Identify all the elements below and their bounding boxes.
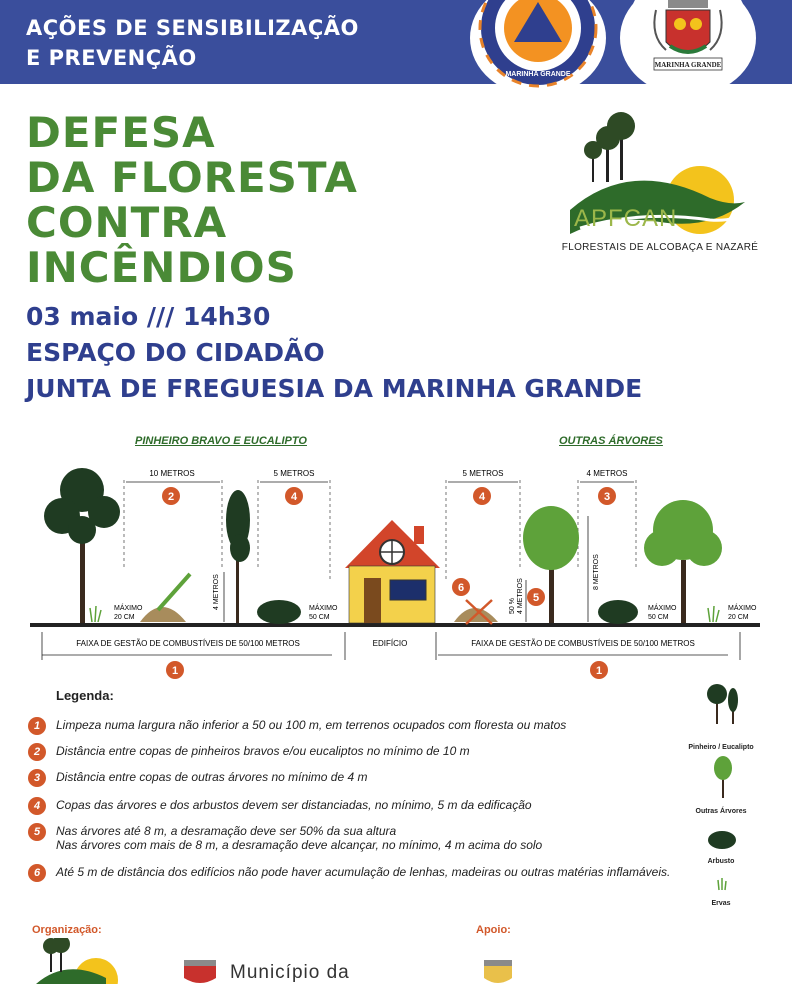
eucalyptus-icon <box>226 490 250 623</box>
height-50pct-a: 50 % <box>509 598 516 614</box>
woodpile-left-icon <box>140 574 190 622</box>
legend-text-3: Distância entre copas de outras árvores no mínimo de 4 m <box>56 770 368 784</box>
dist-10m-label: 10 METROS <box>149 469 195 478</box>
max20-left-b: 20 CM <box>114 614 135 621</box>
title-line-4: INCÊNDIOS <box>26 243 297 292</box>
event-venue: ESPAÇO DO CIDADÃO <box>26 338 325 367</box>
band-left-label: FAIXA DE GESTÃO DE COMBUSTÍVEIS DE 50/100 METROS <box>76 639 300 648</box>
apoio-label: Apoio: <box>476 924 511 936</box>
height-4m-left-label: 4 METROS <box>213 574 220 610</box>
side-label-other: Outras Árvores <box>695 808 747 815</box>
marker-3: 3 <box>603 491 611 503</box>
grass-right-icon <box>708 606 719 622</box>
max50-right-a: MÁXIMO <box>648 605 677 612</box>
apfcan-logo <box>560 110 760 260</box>
side-label-grass: Ervas <box>711 900 731 907</box>
marker-1-left: 1 <box>171 665 179 677</box>
pine-tree-icon <box>44 468 120 623</box>
legend-marker-4: 4 <box>28 797 46 815</box>
dist-4m-label: 4 METROS <box>586 469 628 478</box>
marker-4-right: 4 <box>478 491 486 503</box>
footer-apfcan-logo <box>36 938 126 984</box>
organizacao-label: Organização: <box>32 924 102 936</box>
footer-municipio-text: Município da <box>230 962 350 983</box>
title-line-2: DA FLORESTA <box>26 153 358 202</box>
legend-text-5b: Nas árvores com mais de 8 m, a desramação deve alcançar, no mínimo, 4 m acima do solo <box>56 838 543 852</box>
event-place: JUNTA DE FREGUESIA DA MARINHA GRANDE <box>26 374 643 403</box>
max20-left-a: MÁXIMO <box>114 605 143 612</box>
diagram-right-heading: OUTRAS ÁRVORES <box>559 435 663 447</box>
height-8m-label: 8 METROS <box>593 554 600 590</box>
legend-text-2: Distância entre copas de pinheiros bravos e/ou eucaliptos no mínimo de 10 m <box>56 744 470 758</box>
legend-marker-3: 3 <box>28 769 46 787</box>
apfcan-subtitle: FLORESTAIS DE ALCOBAÇA E NAZARÉ <box>561 242 759 253</box>
dist-5m-right-label: 5 METROS <box>462 469 504 478</box>
marker-2: 2 <box>167 491 175 503</box>
marker-1-right: 1 <box>595 665 603 677</box>
max50-right-b: 50 CM <box>648 614 669 621</box>
municipal-arms-text: MARINHA GRANDE <box>654 61 722 69</box>
marker-4-left: 4 <box>290 491 298 503</box>
max50-left-b: 50 CM <box>309 614 330 621</box>
band-right-label: FAIXA DE GESTÃO DE COMBUSTÍVEIS DE 50/100 METROS <box>471 639 695 648</box>
legend-marker-1: 1 <box>28 717 46 735</box>
side-grass-icon <box>718 878 726 890</box>
band-center-label: EDIFÍCIO <box>372 639 408 648</box>
diagram-left-heading: PINHEIRO BRAVO E EUCALIPTO <box>135 435 307 447</box>
event-datetime: 03 maio /// 14h30 <box>26 302 271 331</box>
fuel-management-diagram <box>0 450 792 690</box>
height-50pct-b: 4 METROS <box>517 578 524 614</box>
apfcan-name: APFCAN <box>574 205 678 232</box>
legend-text-5a: Nas árvores até 8 m, a desramação deve ser 50% da sua altura <box>56 824 397 838</box>
marker-6: 6 <box>457 582 465 594</box>
header-line-1: AÇÕES DE SENSIBILIZAÇÃO <box>26 16 359 40</box>
max50-left-a: MÁXIMO <box>309 605 338 612</box>
legend-text-4: Copas das árvores e dos arbustos devem ser distanciadas, no mínimo, 5 m da edificação <box>56 798 532 812</box>
legend-text-1: Limpeza numa largura não inferior a 50 ou 100 m, em terrenos ocupados com floresta ou matos <box>56 718 567 732</box>
legend-marker-5: 5 <box>28 823 46 841</box>
side-shrub-icon <box>708 831 736 849</box>
municipal-arms-logo <box>620 0 756 96</box>
side-label-shrub: Arbusto <box>707 858 735 865</box>
max20-right-a: MÁXIMO <box>728 605 757 612</box>
other-tree-1-icon <box>523 506 579 623</box>
shrub-right-icon <box>598 600 638 624</box>
legend-title: Legenda: <box>56 688 114 703</box>
civil-protection-logo <box>470 0 606 96</box>
legend-marker-2: 2 <box>28 743 46 761</box>
max20-right-b: 20 CM <box>728 614 749 621</box>
dist-5m-left-label: 5 METROS <box>273 469 315 478</box>
header-line-2: E PREVENÇÃO <box>26 46 197 70</box>
house-icon <box>345 520 440 623</box>
grass-left-icon <box>90 606 101 622</box>
side-pine-icon <box>707 684 738 724</box>
side-other-tree-icon <box>714 756 732 798</box>
side-legend-icons <box>690 680 760 920</box>
footer-municipio-arms-icon <box>176 958 224 984</box>
side-label-pine: Pinheiro / Eucalipto <box>688 744 754 751</box>
title-line-3: CONTRA <box>26 198 228 247</box>
shrub-left-icon <box>257 600 301 624</box>
title-line-1: DEFESA <box>26 108 216 157</box>
marker-5: 5 <box>532 592 540 604</box>
footer-apoio-arms-icon <box>478 958 518 984</box>
civil-protection-bottom-text: MARINHA GRANDE <box>505 71 571 78</box>
legend-marker-6: 6 <box>28 864 46 882</box>
legend-text-6: Até 5 m de distância dos edifícios não pode haver acumulação de lenhas, madeiras ou outras matérias inflamáveis. <box>56 865 671 879</box>
woodpile-right-icon <box>454 600 498 624</box>
